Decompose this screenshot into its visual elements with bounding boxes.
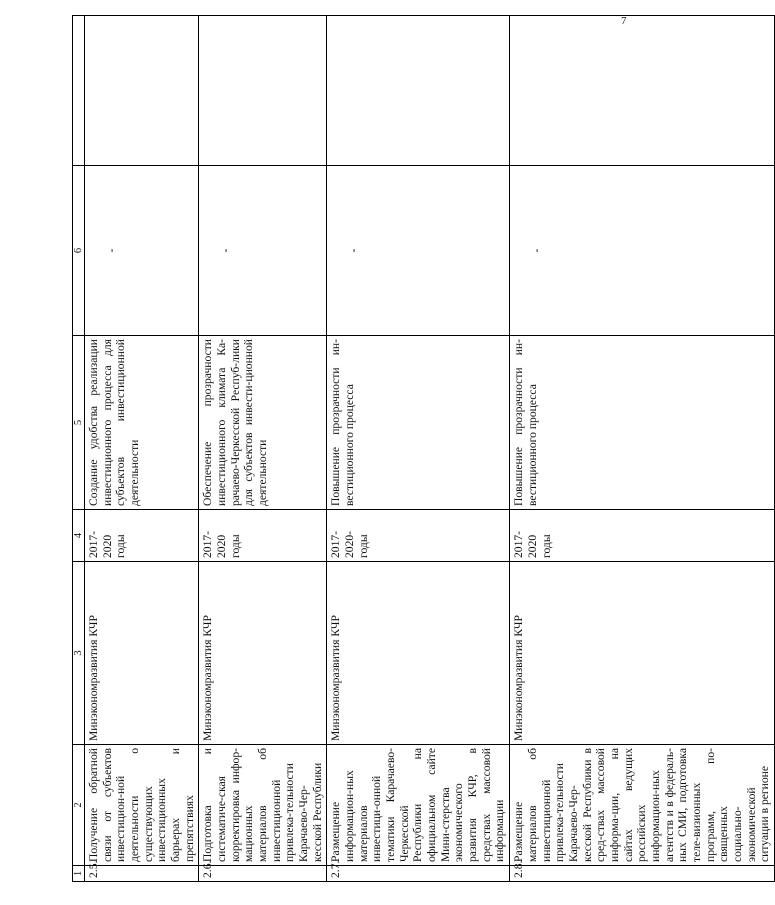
table-row xyxy=(327,16,510,882)
measure-cell: Размещение материалов об инвестиционной привлека-тельности Карачаево-Чер-кесской Республики в сред-ствах массовой информа-ции, на сайтах ведущих российских информацион-ных агентств и в федераль-ных СМИ, подготовка теле-визионных программ, по-священных социально-экономической ситуации в регионе xyxy=(510,745,775,866)
result-cell: Повышение прозрачности ин-вестиционного процесса xyxy=(327,336,510,510)
page-number: 7 xyxy=(621,15,627,27)
row-number: 2.5. xyxy=(85,866,199,882)
period-cell: 2017-2020 годы xyxy=(199,510,327,562)
col7-cell xyxy=(199,16,327,166)
col6-cell: - xyxy=(510,166,775,336)
header-row xyxy=(73,16,85,882)
result-cell: Повышение прозрачности ин-вестиционного процесса xyxy=(510,336,775,510)
period-cell: 2017-2020 годы xyxy=(510,510,775,562)
measure-cell: Размещение информацион-ных материалов инвестици-онной тематики Карачаево-Черкесской Республики на официальном сайте Мини-стерства экономического развития КЧР, в средствах массовой информации xyxy=(327,745,510,866)
executor-cell: Минэкономразвития КЧР xyxy=(327,562,510,745)
table-row xyxy=(85,16,199,882)
header-cell-3: 3 xyxy=(73,562,85,745)
result-cell: Обеспечение прозрачности инвестиционного климата Ка-рачаево-Черкесской Респуб-лики для субъектов инвести-ционной деятельности xyxy=(199,336,327,510)
row-number: 2.8. xyxy=(510,866,775,882)
header-cell-6: 6 xyxy=(73,166,85,336)
period-cell: 2017-2020-годы xyxy=(327,510,510,562)
measures-table xyxy=(72,15,775,882)
col7-cell xyxy=(510,16,775,166)
col6-cell: - xyxy=(85,166,199,336)
row-number: 2.6. xyxy=(199,866,327,882)
col6-cell: - xyxy=(327,166,510,336)
measure-cell: Подготовка и систематиче-ская корректировка инфор-мационных материалов об инвестиционной привлека-тельности Карачаево-Чер-кесской Республики xyxy=(199,745,327,866)
header-cell-1: 1 xyxy=(73,866,85,882)
table-row xyxy=(510,16,775,882)
col6-cell: - xyxy=(199,166,327,336)
col7-cell xyxy=(327,16,510,166)
period-cell: 2017-2020 годы xyxy=(85,510,199,562)
measure-cell: Получение обратной связи от субъектов инвестицион-ной деятельности о существующих инвестиционных барьерах и препятствиях xyxy=(85,745,199,866)
table-row xyxy=(199,16,327,882)
result-cell: Создание удобства реализации инвестиционного процесса для субъектов инвестиционной деятельности xyxy=(85,336,199,510)
executor-cell: Минэкономразвития КЧР xyxy=(199,562,327,745)
executor-cell: Минэкономразвития КЧР xyxy=(510,562,775,745)
header-cell-7 xyxy=(73,16,85,166)
row-number: 2.7. xyxy=(327,866,510,882)
header-cell-2: 2 xyxy=(73,745,85,866)
header-cell-4: 4 xyxy=(73,510,85,562)
header-cell-5: 5 xyxy=(73,336,85,510)
executor-cell: Минэкономразвития КЧР xyxy=(85,562,199,745)
col7-cell xyxy=(85,16,199,166)
